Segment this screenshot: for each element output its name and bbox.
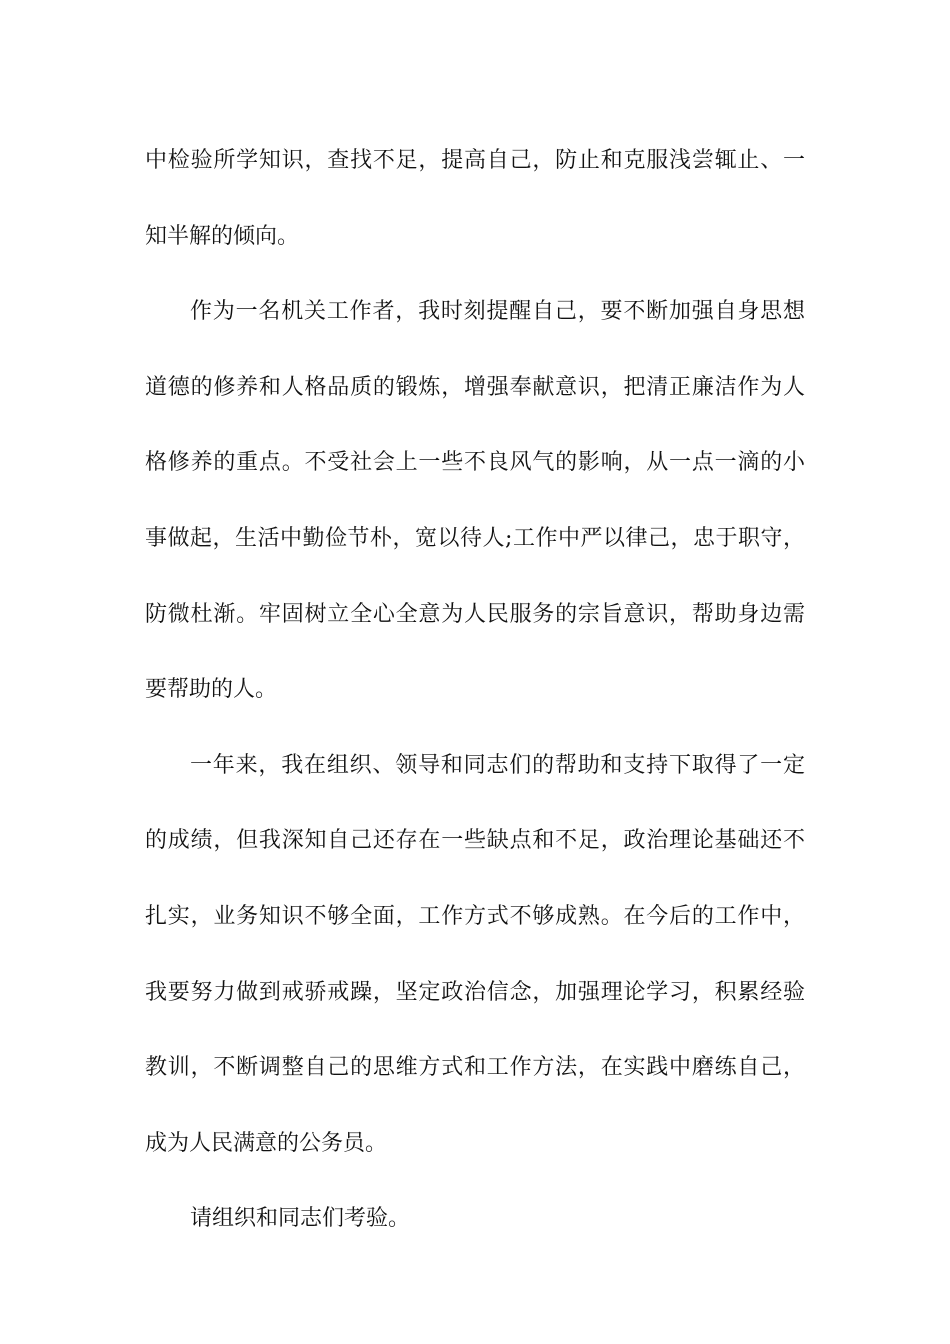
paragraph-line: 成为人民满意的公务员。 <box>145 1130 388 1156</box>
paragraph-line: 教训，不断调整自己的思维方式和工作方法，在实践中磨练自己， <box>145 1055 805 1081</box>
paragraph-line: 知半解的倾向。 <box>145 223 300 249</box>
paragraph-line: 要帮助的人。 <box>145 677 278 703</box>
paragraph-line: 一年来，我在组织、领导和同志们的帮助和支持下取得了一定 <box>190 752 805 778</box>
paragraph-line: 扎实，业务知识不够全面，工作方式不够成熟。在今后的工作中， <box>145 903 805 929</box>
paragraph-line: 的成绩，但我深知自己还存在一些缺点和不足，政治理论基础还不 <box>145 828 805 854</box>
document-body <box>145 123 805 1257</box>
paragraph-line: 事做起，生活中勤俭节朴，宽以待人;工作中严以律己，忠于职守， <box>145 525 805 551</box>
paragraph-line: 中检验所学知识，查找不足，提高自己，防止和克服浅尝辄止、一 <box>145 148 805 173</box>
paragraph-line: 我要努力做到戒骄戒躁，坚定政治信念，加强理论学习，积累经验 <box>145 979 805 1005</box>
paragraph-line: 道德的修养和人格品质的锻炼，增强奉献意识，把清正廉洁作为人 <box>145 374 805 400</box>
paragraph-line: 格修养的重点。不受社会上一些不良风气的影响，从一点一滴的小 <box>145 450 805 476</box>
paragraph-line: 作为一名机关工作者，我时刻提醒自己，要不断加强自身思想 <box>190 299 805 325</box>
paragraph-line: 防微杜渐。牢固树立全心全意为人民服务的宗旨意识，帮助身边需 <box>145 601 805 627</box>
paragraph-line: 请组织和同志们考验。 <box>190 1206 411 1232</box>
